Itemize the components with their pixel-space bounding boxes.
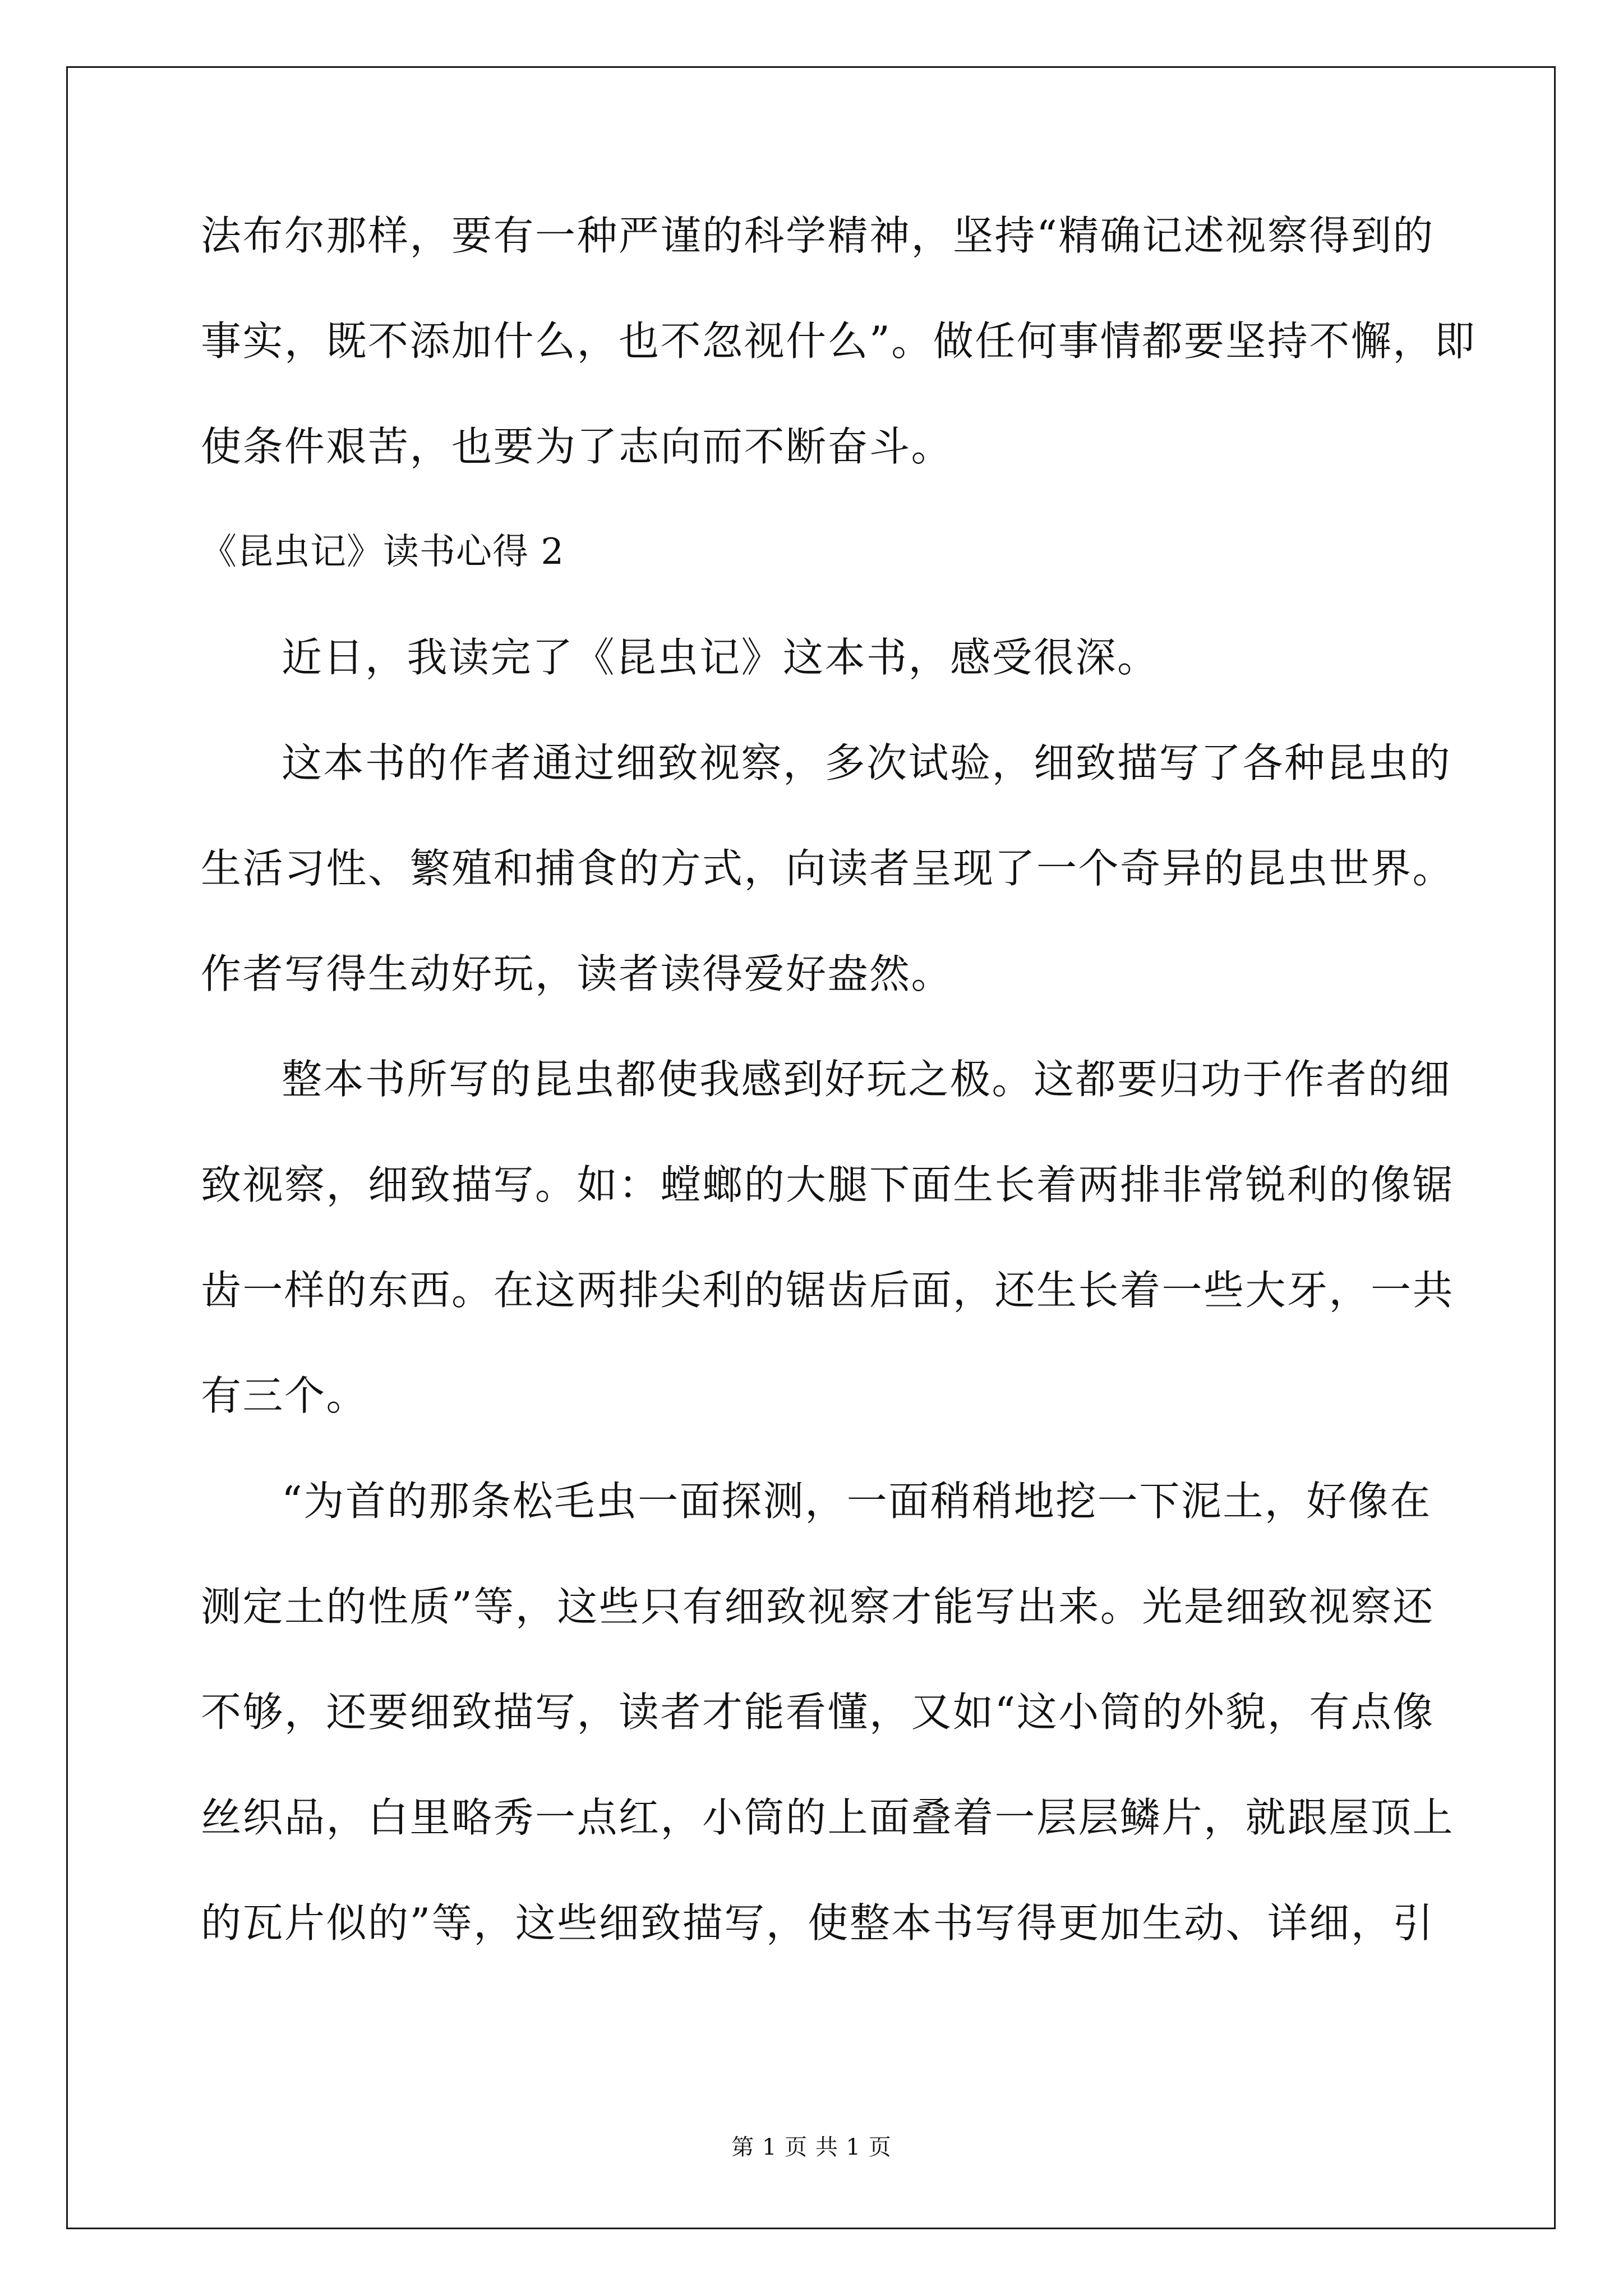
paragraph-line: 齿一样的东西。在这两排尖利的锯齿后面，还生长着一些大牙，一共 [201, 1267, 1455, 1314]
paragraph-line: 致视察，细致描写。如：螳螂的大腿下面生长着两排非常锐利的像锯 [201, 1161, 1455, 1208]
paragraph-line: 测定土的性质”等，这些只有细致视察才能写出来。光是细致视察还 [201, 1583, 1435, 1630]
paragraph-line: 近日，我读完了《昆虫记》这本书，感受很深。 [282, 634, 1159, 681]
paragraph-line: 不够，还要细致描写，读者才能看懂，又如“这小筒的外貌，有点像 [201, 1688, 1435, 1736]
paragraph-line: 作者写得生动好玩，读者读得爱好盎然。 [201, 950, 953, 997]
document-body [201, 212, 1477, 2006]
paragraph-line: 这本书的作者通过细致视察，多次试验，细致描写了各种昆虫的 [282, 739, 1452, 786]
paragraph-line: 事实，既不添加什么，也不忽视什么”。做任何事情都要坚持不懈，即 [201, 318, 1477, 365]
paragraph-line: 整本书所写的昆虫都使我感到好玩之极。这都要归功于作者的细 [282, 1056, 1452, 1103]
paragraph-line: 丝织品，白里略秀一点红，小筒的上面叠着一层层鳞片，就跟屋顶上 [201, 1794, 1455, 1841]
section-heading: 《昆虫记》读书心得 2 [201, 531, 565, 573]
paragraph-line: “为首的那条松毛虫一面探测，一面稍稍地挖一下泥土，好像在 [282, 1478, 1432, 1525]
paragraph-line: 使条件艰苦，也要为了志向而不断奋斗。 [201, 423, 953, 470]
paragraph-line: 法布尔那样，要有一种严谨的科学精神，坚持“精确记述视察得到的 [201, 212, 1435, 259]
paragraph-line: 有三个。 [201, 1372, 368, 1419]
paragraph-line: 生活习性、繁殖和捕食的方式，向读者呈现了一个奇异的昆虫世界。 [201, 845, 1455, 892]
paragraph-line: 的瓦片似的”等，这些细致描写，使整本书写得更加生动、详细，引 [201, 1899, 1435, 1947]
page-footer: 第 1 页 共 1 页 [731, 2134, 892, 2160]
